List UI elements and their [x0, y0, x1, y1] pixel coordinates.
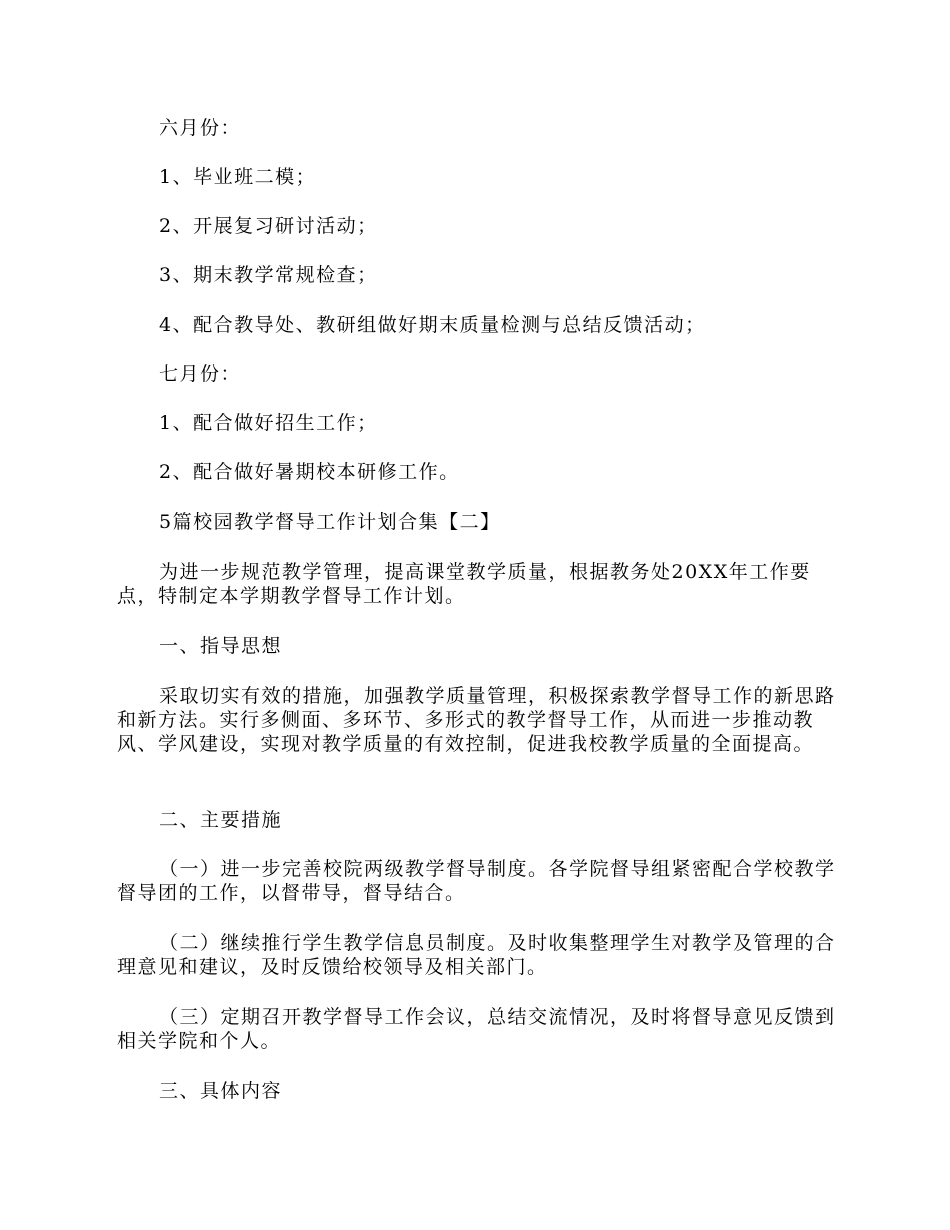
measure-1-paragraph: （一）进一步完善校院两级教学督导制度。各学院督导组紧密配合学校教学督导团的工作，以督带导，督导结合。	[117, 858, 836, 904]
june-item-3: 3、期末教学常规检查；	[159, 264, 378, 286]
heading-specific-content: 三、具体内容	[159, 1080, 283, 1102]
july-item-2: 2、配合做好暑期校本研修工作。	[159, 461, 460, 483]
june-item-4: 4、配合教导处、教研组做好期末质量检测与总结反馈活动；	[159, 314, 706, 336]
heading-guiding-ideology: 一、指导思想	[159, 635, 283, 657]
july-item-1: 1、配合做好招生工作；	[159, 412, 378, 434]
measure-2-paragraph: （二）继续推行学生教学信息员制度。及时收集整理学生对教学及管理的合理意见和建议，及时反馈给校领导及相关部门。	[117, 932, 836, 978]
guiding-ideology-paragraph: 采取切实有效的措施，加强教学质量管理，积极探索教学督导工作的新思路和新方法。实行多侧面、多环节、多形式的教学督导工作，从而进一步推动教风、学风建设，实现对教学质量的有效控制，促进我校教学质量的全面提高。	[117, 685, 836, 755]
heading-june: 六月份：	[159, 117, 242, 139]
june-item-2: 2、开展复习研讨活动；	[159, 215, 378, 237]
heading-main-measures: 二、主要措施	[159, 809, 283, 831]
june-item-1: 1、毕业班二模；	[159, 166, 317, 188]
intro-paragraph: 为进一步规范教学管理，提高课堂教学质量，根据教务处20XX年工作要点，特制定本学期教学督导工作计划。	[117, 561, 811, 607]
heading-july: 七月份：	[159, 363, 242, 385]
section-title: 5篇校园教学督导工作计划合集【二】	[159, 511, 501, 533]
measure-3-paragraph: （三）定期召开教学督导工作会议，总结交流情况，及时将督导意见反馈到相关学院和个人。	[117, 1006, 836, 1052]
